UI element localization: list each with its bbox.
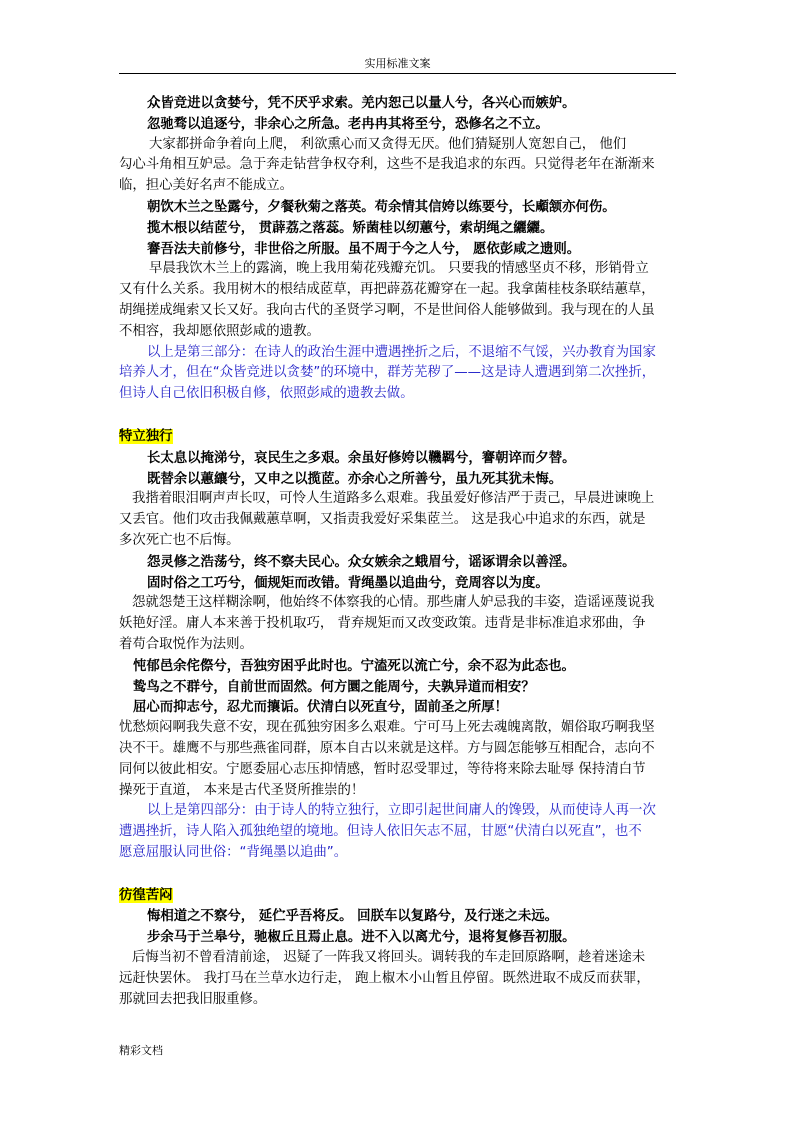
translation-line: 着苟合取悦作为法则。 (119, 636, 253, 652)
poem-line: 步余马于兰皋兮，驰椒丘且焉止息。进不入以离尤兮，退将复修吾初服。 (147, 929, 576, 946)
translation-line: 临，担心美好名声不能成立。 (119, 178, 294, 194)
translation-line: 决不干。雄鹰不与那些燕雀同群，原本自古以来就是这样。方与圆怎能够互相配合，志向不 (119, 740, 655, 756)
poem-line: 謇吾法夫前修兮，非世俗之所服。虽不周于今之人兮， 愿依彭咸之遗则。 (147, 240, 581, 257)
poem-line: 鸷鸟之不群兮，自前世而固然。何方圜之能周兮，夫孰异道而相安？ (133, 678, 535, 695)
poem-line: 朝饮木兰之坠露兮，夕餐秋菊之落英。苟余情其信姱以练要兮，长顑颔亦何伤。 (147, 198, 616, 215)
translation-line: 我揩着眼泪啊声声长叹，可怜人生道路多么艰难。我虽爱好修洁严于责己，早晨进谏晚上 (132, 491, 655, 507)
commentary-line: 以上是第三部分：在诗人的政治生涯中遭遇挫折之后，不退缩不气馁，兴办教育为国家 (147, 344, 656, 360)
translation-line: 那就回去把我旧服重修。 (119, 991, 267, 1007)
translation-line: 操死于直道， 本来是古代圣贤所推崇的！ (119, 782, 365, 798)
poem-line: 揽木根以结茝兮， 贯薜荔之落蕊。矫菌桂以纫蕙兮，索胡绳之纚纚。 (147, 219, 554, 236)
poem-line: 悔相道之不察兮， 延伫乎吾将反。 回朕车以复路兮，及行迷之未远。 (147, 908, 559, 925)
translation-line: 远赶快罢休。 我打马在兰草水边行走， 跑上椒木小山暂且停留。既然进取不成反而获罪， (119, 970, 650, 986)
translation-line: 忧愁烦闷啊我失意不安，现在孤独穷困多么艰难。宁可马上死去魂魄离散，媚俗取巧啊我坚 (119, 720, 655, 736)
translation-line: 大家都拼命争着向上爬， 利欲熏心而又贪得无厌。他们猜疑别人宽恕自己， 他们 (149, 136, 627, 152)
commentary-line: 培养人才，但在“众皆竞进以贪婪”的环境中，群芳芜秽了——这是诗人遭遇到第二次挫折， (119, 365, 656, 381)
translation-line: 妖艳好淫。庸人本来善于投机取巧， 背弃规矩而又改变政策。违背是非标准追求邪曲，争 (119, 616, 646, 632)
translation-line: 早晨我饮木兰上的露滴，晚上我用菊花残瓣充饥。 只要我的情感坚贞不移，形销骨立 (149, 261, 649, 277)
commentary-line: 以上是第四部分：由于诗人的特立独行，立即引起世间庸人的馋毁，从而使诗人再一次 (147, 803, 656, 819)
header-divider (119, 73, 676, 74)
page-header: 实用标准文案 (364, 57, 431, 70)
translation-line: 不相容，我却愿依照彭咸的遗教。 (119, 323, 320, 339)
page-footer: 精彩文档 (119, 1044, 163, 1057)
section-heading (119, 886, 676, 907)
translation-line: 同何以彼此相安。宁愿委屈心志压抑情感，暂时忍受罪过，等待将来除去耻辱 保持清白节 (119, 761, 646, 777)
poem-line: 既替余以蕙纕兮，又申之以揽茝。亦余心之所善兮，虽九死其犹未悔。 (147, 470, 563, 487)
poem-line: 众皆竞进以贪婪兮，凭不厌乎求索。羌内恕己以量人兮，各兴心而嫉妒。 (147, 95, 576, 111)
translation-line: 胡绳搓成绳索又长又好。我向古代的圣贤学习啊，不是世间俗人能够做到。我与现在的人虽 (119, 302, 655, 318)
translation-line: 勾心斗角相互妒忌。急于奔走钻营争权夺利，这些不是我追求的东西。只觉得老年在渐渐来 (119, 157, 655, 173)
poem-line: 长太息以掩涕兮，哀民生之多艰。余虽好修姱以鞿羁兮，謇朝谇而夕替。 (147, 449, 576, 466)
commentary-line: 遭遇挫折，诗人陷入孤独绝望的境地。但诗人依旧矢志不屈，甘愿“伏清白以死直”，也不 (119, 824, 642, 840)
translation-line: 又有什么关系。我用树木的根结成茝草，再把薜荔花瓣穿在一起。我拿菌桂枝条联结蕙草， (119, 282, 655, 298)
poem-line: 屈心而抑志兮，忍尤而攘诟。伏清白以死直兮，固前圣之所厚！ (133, 699, 508, 716)
poem-line: 怨灵修之浩荡兮，终不察夫民心。众女嫉余之蛾眉兮，谣诼谓余以善淫。 (147, 553, 576, 570)
translation-line: 后悔当初不曾看清前途， 迟疑了一阵我又将回头。调转我的车走回原路啊，趁着迷途未 (132, 950, 646, 966)
commentary-line: 但诗人自己依旧积极自修，依照彭咸的遗教去做。 (119, 386, 414, 402)
document-body (119, 93, 676, 1010)
section-heading (119, 427, 676, 448)
poem-line: 忳郁邑余侘傺兮，吾独穷困乎此时也。宁溘死以流亡兮，余不忍为此态也。 (133, 657, 575, 674)
poem-line: 忽驰骛以追逐兮，非余心之所急。老冉冉其将至兮，恐修名之不立。 (147, 115, 549, 132)
section-spacer (119, 864, 676, 886)
section-title-text: 彷徨苦闷 (119, 887, 173, 903)
section-title-text: 特立独行 (119, 428, 173, 444)
poem-line: 固时俗之工巧兮，偭规矩而改错。背绳墨以追曲兮，竞周容以为度。 (147, 574, 549, 591)
commentary-line: 愿意屈服认同世俗：“背绳墨以追曲”。 (119, 844, 348, 860)
translation-line: 又丢官。他们攻击我佩戴蕙草啊，又指责我爱好采集茝兰。 这是我心中追求的东西，就是 (119, 512, 646, 528)
translation-line: 多次死亡也不后悔。 (119, 532, 240, 548)
section-spacer (119, 405, 676, 427)
translation-line: 怨就怨楚王这样糊涂啊，他始终不体察我的心情。那些庸人妒忌我的丰姿，造谣诬蔑说我 (132, 595, 655, 611)
